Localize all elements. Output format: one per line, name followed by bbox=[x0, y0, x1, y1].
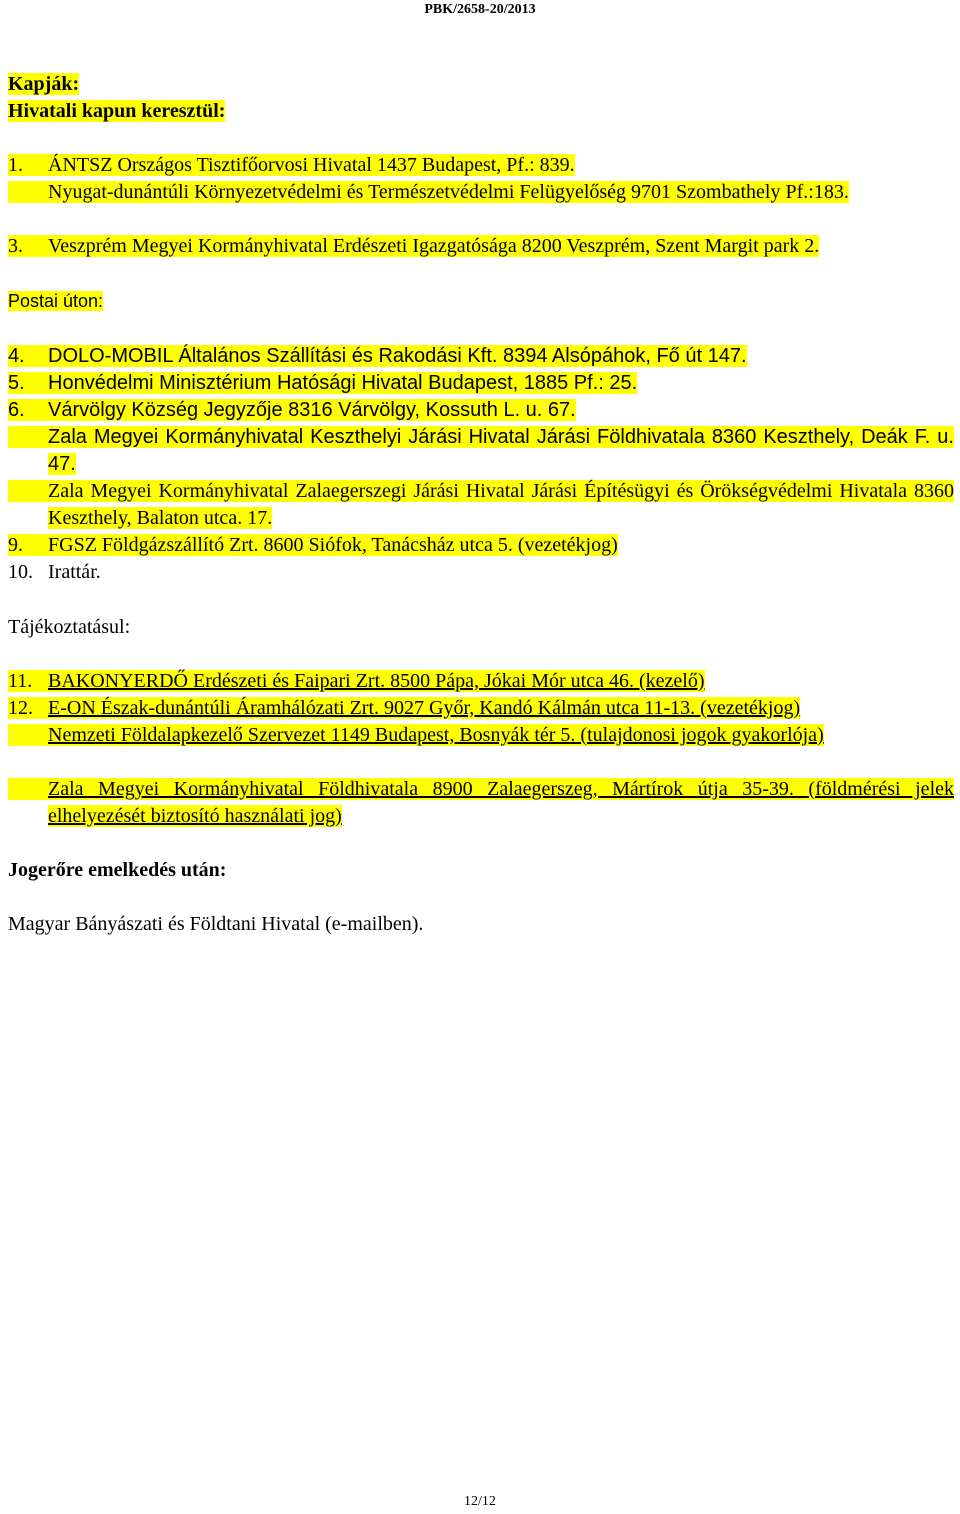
list-item-8: Zala Megyei Kormányhivatal Zalaegerszegi Járási Hivatal Járási Építésügyi és Örökségvédelmi Hivatala 8360 Keszthely, Balaton utca. 17. bbox=[8, 478, 954, 532]
list-item-5: 5. Honvédelmi Minisztérium Hatósági Hivatal Budapest, 1885 Pf.: 25. bbox=[8, 372, 638, 394]
heading-tajekoztatasul: Tájékoztatásul: bbox=[8, 616, 131, 638]
list-item-7: Zala Megyei Kormányhivatal Keszthelyi Járási Hivatal Járási Földhivatala 8360 Keszthely, Deák F. u. 47. bbox=[8, 424, 954, 478]
final-recipient: Magyar Bányászati és Földtani Hivatal (e-mailben). bbox=[8, 913, 424, 935]
list-item-14: Zala Megyei Kormányhivatal Földhivatala 8900 Zalaegerszeg, Mártírok útja 35-39. (földmérési jelek elhelyezését biztosító használati jog) bbox=[8, 776, 954, 830]
list-item-6: 6. Várvölgy Község Jegyzője 8316 Várvölgy, Kossuth L. u. 67. bbox=[8, 399, 576, 421]
list-item-12: 12. E-ON Észak-dunántúli Áramhálózati Zrt. 9027 Győr, Kandó Kálmán utca 11-13. (vezetékjog) bbox=[8, 697, 801, 719]
heading-hivatali-kapun: Hivatali kapun keresztül: bbox=[8, 100, 226, 122]
list-item-1: 1. ÁNTSZ Országos Tisztifőorvosi Hivatal 1437 Budapest, Pf.: 839. bbox=[8, 154, 575, 176]
list-item-2: Nyugat-dunántúli Környezetvédelmi és Természetvédelmi Felügyelőség 9701 Szombathely Pf.:183. bbox=[8, 179, 954, 206]
heading-jogerore: Jogerőre emelkedés után: bbox=[8, 859, 227, 881]
list-item-9: 9. FGSZ Földgázszállító Zrt. 8600 Siófok, Tanácsház utca 5. (vezetékjog) bbox=[8, 534, 618, 556]
list-item-4: 4. DOLO-MOBIL Általános Szállítási és Rakodási Kft. 8394 Alsópáhok, Fő út 147. bbox=[8, 345, 747, 367]
page-number: 12/12 bbox=[464, 1494, 496, 1509]
list-item-3: 3. Veszprém Megyei Kormányhivatal Erdészeti Igazgatósága 8200 Veszprém, Szent Margit park 2. bbox=[8, 235, 820, 257]
heading-postai-uton: Postai úton: bbox=[8, 291, 104, 311]
list-item-11: 11. BAKONYERDŐ Erdészeti és Faipari Zrt. 8500 Pápa, Jókai Mór utca 46. (kezelő) bbox=[8, 670, 705, 692]
list-item-13: Nemzeti Földalapkezelő Szervezet 1149 Budapest, Bosnyák tér 5. (tulajdonosi jogok gyakorlója) bbox=[8, 722, 954, 749]
heading-kapjak: Kapják: bbox=[8, 73, 80, 95]
document-id: PBK/2658-20/2013 bbox=[424, 2, 536, 17]
list-item-10: 10. Irattár. bbox=[8, 561, 101, 583]
